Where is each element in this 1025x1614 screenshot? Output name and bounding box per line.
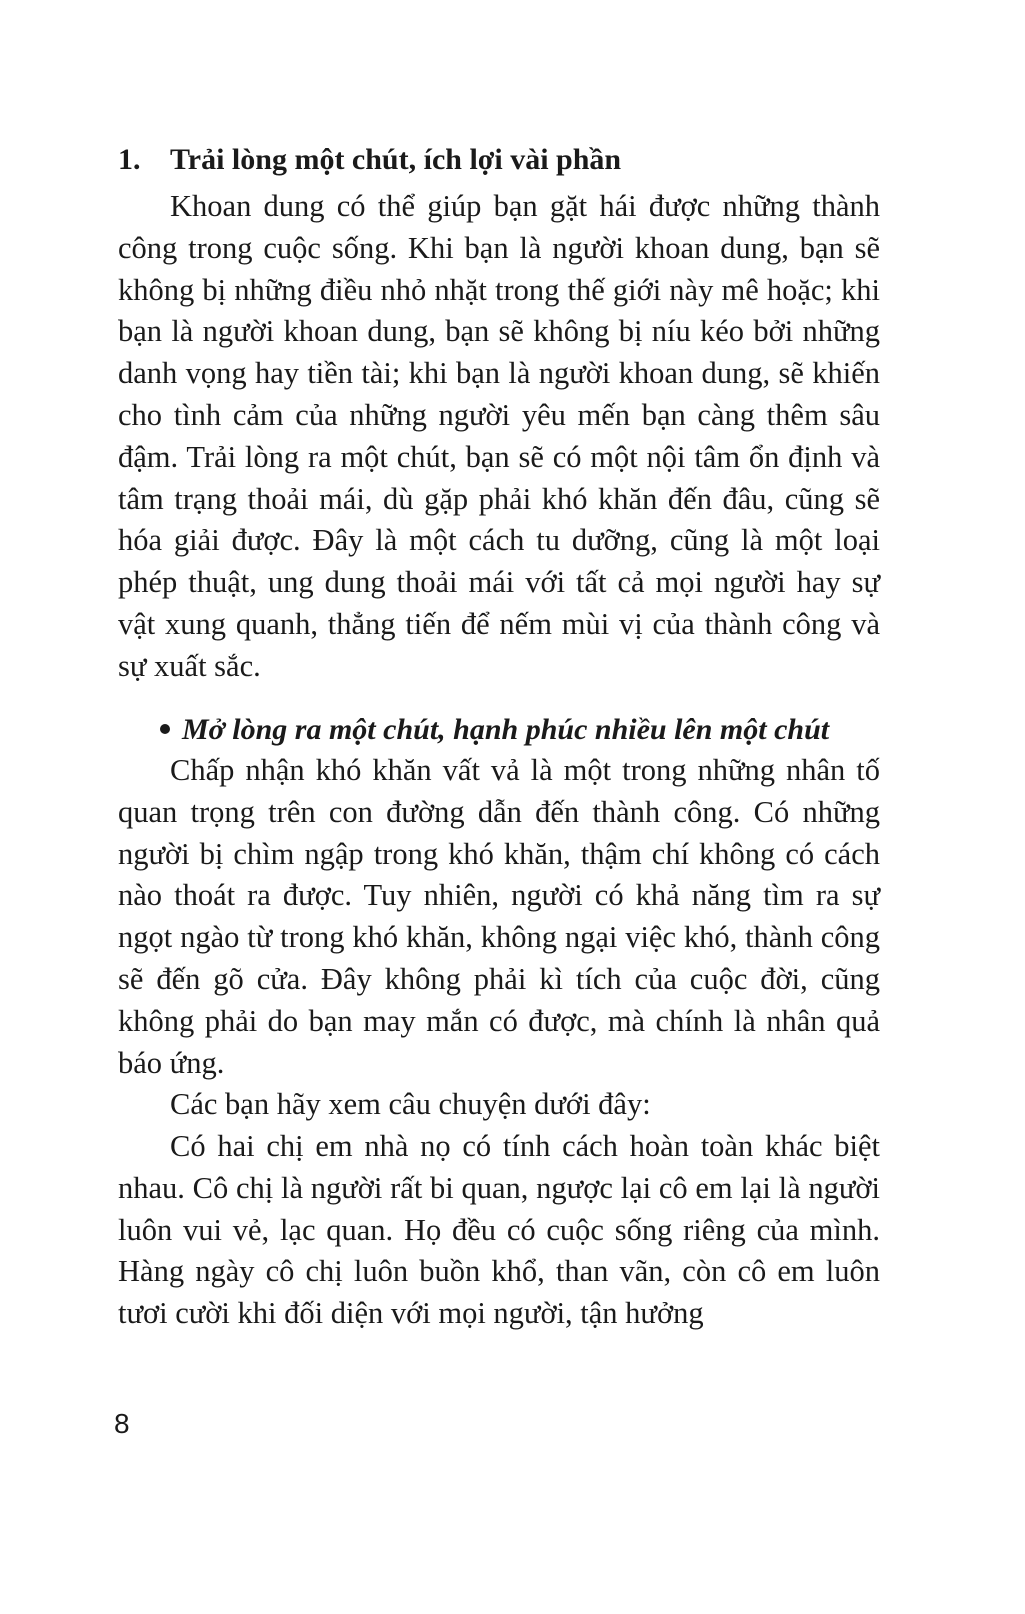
paragraph-intro: Khoan dung có thể giúp bạn gặt hái được những thành công trong cuộc sống. Khi bạn là người khoan dung, bạn sẽ không bị những điều nhỏ nhặt trong thế giới này mê hoặc; khi bạn là người khoan dung, bạn sẽ không bị níu kéo bởi những danh vọng hay tiền tài; khi bạn là người khoan dung, sẽ khiến cho tình cảm của những người yêu mến bạn càng thêm sâu đậm. Trải lòng ra một chút, bạn sẽ có một nội tâm ổn định và tâm trạng thoải mái, dù gặp phải khó khăn đến đâu, cũng sẽ hóa giải được. Đây là một cách tu dưỡng, cũng là một loại phép thuật, ung dung thoải mái với tất cả mọi người hay sự vật xung quanh, thẳng tiến để nếm mùi vị của thành công và sự xuất sắc.: [118, 189, 880, 683]
paragraph-hardship: Chấp nhận khó khăn vất vả là một trong những nhân tố quan trọng trên con đường dẫn đến thành công. Có những người bị chìm ngập trong khó khăn, thậm chí không có cách nào thoát ra được. Tuy nhiên, người có khả năng tìm ra sự ngọt ngào từ trong khó khăn, không ngại việc khó, thành công sẽ đến gõ cửa. Đây không phải kì tích của cuộc đời, cũng không phải do bạn may mắn có được, mà chính là nhân quả báo ứng.: [118, 753, 880, 1080]
section-number: 1.: [118, 143, 141, 176]
subsection-title: Mở lòng ra một chút, hạnh phúc nhiều lên một chút: [182, 713, 830, 746]
paragraph-story: Có hai chị em nhà nọ có tính cách hoàn toàn khác biệt nhau. Cô chị là người rất bi quan, ngược lại cô em lại là người luôn vui vẻ, lạc quan. Họ đều có cuộc sống riêng của mình. Hàng ngày cô chị luôn buồn khổ, than vãn, còn cô em luôn tươi cười khi đối diện với mọi người, tận hưởng: [118, 1129, 880, 1331]
bullet-icon: [160, 724, 170, 734]
paragraph-story-intro: Các bạn hãy xem câu chuyện dưới đây:: [170, 1087, 651, 1121]
section-heading: [118, 139, 898, 181]
subsection-heading: [160, 709, 900, 751]
section-title: Trải lòng một chút, ích lợi vài phần: [170, 143, 622, 176]
page-number: 8: [114, 1408, 130, 1439]
